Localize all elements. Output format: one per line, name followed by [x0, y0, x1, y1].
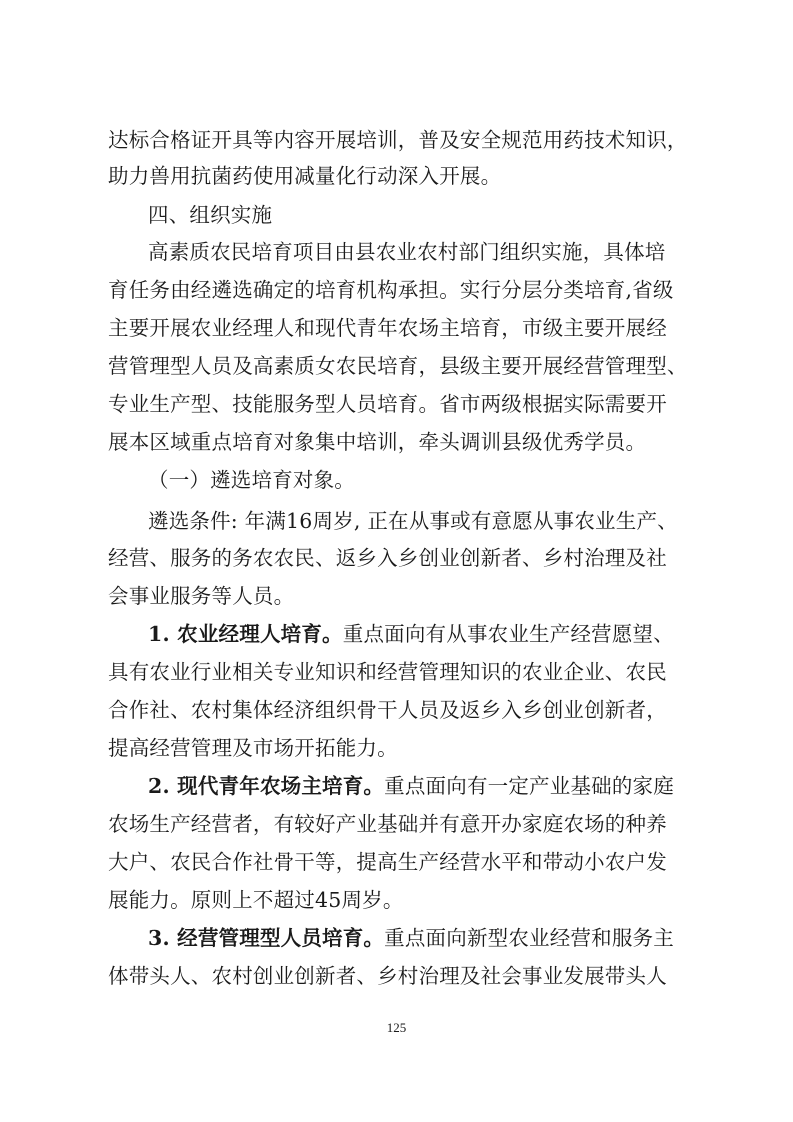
paragraph-line: 达标合格证开具等内容开展培训，普及安全规范用药技术知识，: [108, 128, 688, 152]
paragraph-line: 会事业服务等人员。: [108, 584, 295, 608]
paragraph-line: 农场生产经营者，有较好产业基础并有意开办家庭农场的种养: [108, 812, 667, 836]
paragraph-line: 具有农业行业相关专业知识和经营管理知识的农业企业、农民: [108, 660, 667, 684]
paragraph-line: 遴选条件: 年满16周岁, 正在从事或有意愿从事农业生产、: [148, 509, 678, 533]
paragraph-line: 助力兽用抗菌药使用减量化行动深入开展。: [108, 164, 502, 188]
item-heading: 3. 经营管理型人员培育。: [148, 926, 385, 950]
paragraph-line: 大户、农民合作社骨干等，提高生产经营水平和带动小农户发: [108, 850, 667, 874]
paragraph-line: 经营、服务的务农农民、返乡入乡创业创新者、乡村治理及社: [108, 546, 667, 570]
paragraph-line: 2. 现代青年农场主培育。重点面向有一定产业基础的家庭: [148, 774, 674, 798]
paragraph-line: 育任务由经遴选确定的培育机构承担。实行分层分类培育,省级: [108, 278, 674, 302]
paragraph-line: 体带头人、农村创业创新者、乡村治理及社会事业发展带头人: [108, 964, 667, 988]
paragraph-line: 合作社、农村集体经济组织骨干人员及返乡入乡创业创新者，: [108, 698, 667, 722]
paragraph-line: 3. 经营管理型人员培育。重点面向新型农业经营和服务主: [148, 926, 674, 950]
paragraph-line: 专业生产型、技能服务型人员培育。省市两级根据实际需要开: [108, 392, 667, 416]
subsection-heading: （一）遴选培育对象。: [148, 468, 355, 492]
paragraph-line: 主要开展农业经理人和现代青年农场主培育，市级主要开展经: [108, 316, 667, 340]
paragraph-line: 营管理型人员及高素质女农民培育，县级主要开展经营管理型、: [108, 354, 688, 378]
paragraph-line: 高素质农民培育项目由县农业农村部门组织实施，具体培: [148, 240, 666, 264]
item-heading: 2. 现代青年农场主培育。: [148, 774, 385, 798]
item-heading: 1. 农业经理人培育。: [148, 622, 343, 646]
page-number: 125: [386, 1020, 407, 1035]
paragraph-line: 展能力。原则上不超过45周岁。: [108, 888, 404, 912]
section-heading: 四、组织实施: [148, 203, 273, 227]
paragraph-line: 展本区域重点培育对象集中培训，牵头调训县级优秀学员。: [108, 430, 647, 454]
paragraph-line: 提高经营管理及市场开拓能力。: [108, 736, 398, 760]
paragraph-line: 1. 农业经理人培育。重点面向有从事农业生产经营愿望、: [148, 622, 674, 646]
